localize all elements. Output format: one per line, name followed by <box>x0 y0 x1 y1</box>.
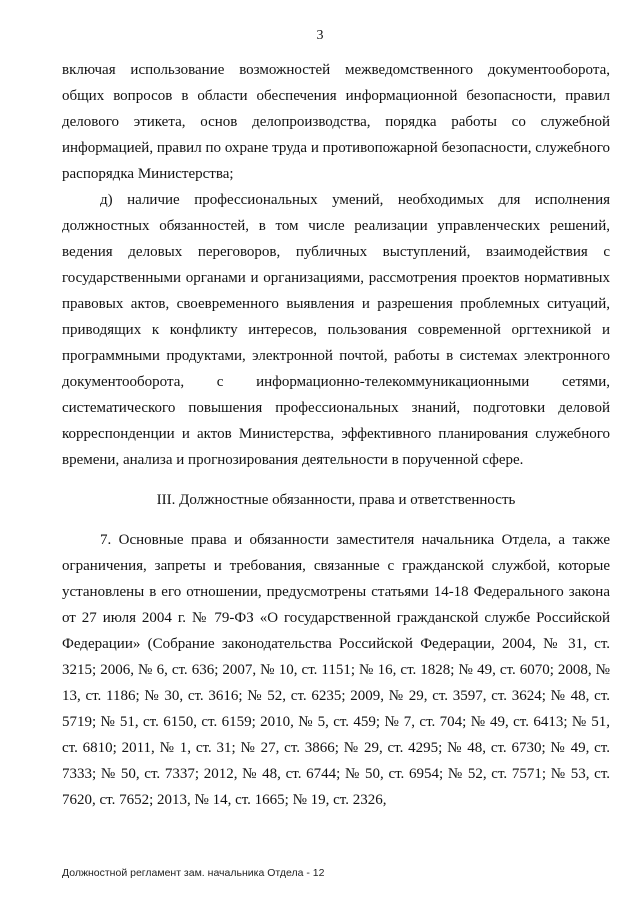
paragraph-professional-skills: д) наличие профессиональных умений, необходимых для исполнения должностных обязанностей, в том числе реализации управленческих решений, ведения деловых переговоров, публичных выступлений, взаимодействия с государственными органами и организациями, рассмотрения проектов нормативных правовых актов, своевременного выявления и разрешения проблемных ситуаций, приводящих к конфликту интересов, пользования современной оргтехникой и программными продуктами, электронной почтой, работы в системах электронного документооборота, с информационно-телекоммуникационными сетями, систематического повышения профессиональных знаний, подготовки деловой корреспонденции и актов Министерства, эффективного планирования служебного времени, анализа и прогнозирования деятельности в порученной сфере. <box>62 192 610 468</box>
page-number: 3 <box>316 28 324 43</box>
paragraph-rights-and-duties: 7. Основные права и обязанности заместителя начальника Отдела, а также ограничения, запреты и требования, связанные с гражданской службой, которые установлены в его отношении, предусмотрены статьями 14-18 Федерального закона от 27 июля 2004 г. № 79-ФЗ «О государственной гражданской службе Российской Федерации» (Собрание законодательства Российской Федерации, 2004, № 31, ст. 3215; 2006, № 6, ст. 636; 2007, № 10, ст. 1151; № 16, ст. 1828; № 49, ст. 6070; 2008, № 13, ст. 1186; № 30, ст. 3616; № 52, ст. 6235; 2009, № 29, ст. 3597, ст. 3624; № 48, ст. 5719; № 51, ст. 6150, ст. 6159; 2010, № 5, ст. 459; № 7, ст. 704; № 49, ст. 6413; № 51, ст. 6810; 2011, № 1, ст. 31; № 27, ст. 3866; № 29, ст. 4295; № 48, ст. 6730; № 49, ст. 7333; № 50, ст. 7337; 2012, № 48, ст. 6744; № 50, ст. 6954; № 52, ст. 7571; № 53, ст. 7620, ст. 7652; 2013, № 14, ст. 1665; № 19, ст. 2326, <box>62 532 610 808</box>
document-body <box>62 57 610 813</box>
section-heading: III. Должностные обязанности, права и ответственность <box>156 492 516 508</box>
footer-text: Должностной регламент зам. начальника Отдела - 12 <box>62 867 325 879</box>
paragraph-knowledge-continued: включая использование возможностей межведомственного документооборота, общих вопросов в области обеспечения информационной безопасности, правил делового этикета, основ делопроизводства, порядка работы со служебной информацией, правил по охране труда и противопожарной безопасности, служебного распорядка Министерства; <box>62 62 610 182</box>
